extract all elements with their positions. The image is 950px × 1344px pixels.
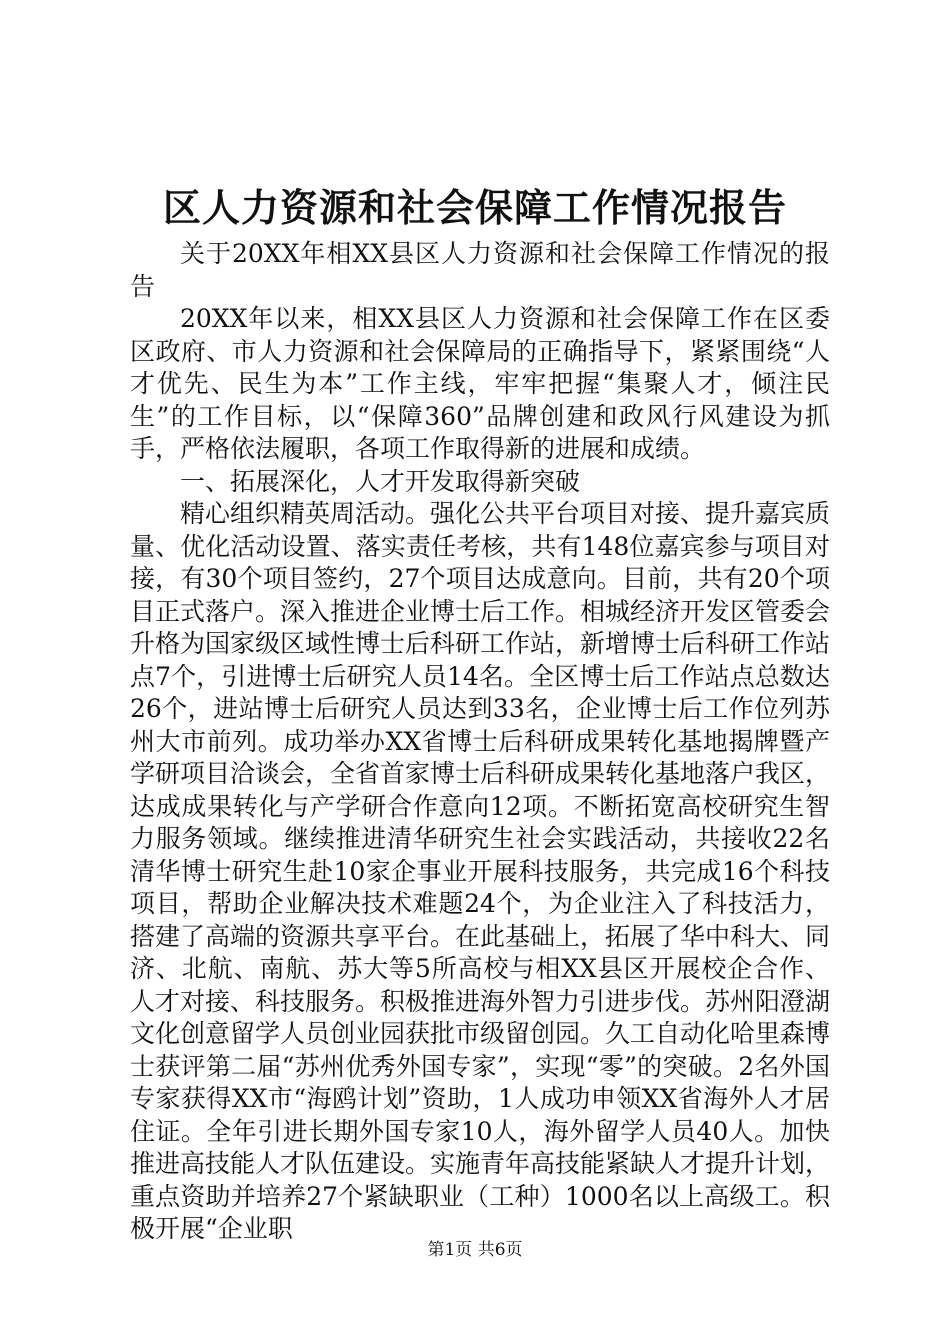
document-title: 区人力资源和社会保障工作情况报告 — [162, 185, 787, 230]
paragraph-intro: 20XX年以来，相XX县区人力资源和社会保障工作在区委区政府、市人力资源和社会保障局的正确指导下，紧紧围绕“人才优先、民生为本”工作主线，牢牢把握“集聚人才，倾注民生”的工作目标，以“保障360”品牌创建和政风行风建设为抓手，严格依法履职，各项工作取得新的进展和成绩。 — [130, 304, 830, 463]
paragraph-subtitle: 关于20XX年相XX县区人力资源和社会保障工作情况的报告 — [130, 239, 830, 301]
page-footer: 第1页 共6页 — [427, 1240, 523, 1260]
section-heading: 一、拓展深化，人才开发取得新突破 — [180, 466, 581, 496]
paragraph-section-1: 精心组织精英周活动。强化公共平台项目对接、提升嘉宾质量、优化活动设置、落实责任考核，共有148位嘉宾参与项目对接，有30个项目签约，27个项目达成意向。目前，共有20个项目正式落户。深入推进企业博士后工作。相城经济开发区管委会升格为国家级区域性博士后科研工作站，新增博士后科研工作站点7个，引进博士后研究人员14名。全区博士后工作站点总数达26个，进站博士后研究人员达到33名，企业博士后工作位列苏州大市前列。成功举办XX省博士后科研成果转化基地揭牌暨产学研项目洽谈会，全省首家博士后科研成果转化基地落户我区，达成成果转化与产学研合作意向12项。不断拓宽高校研究生智力服务领域。继续推进清华研究生社会实践活动，共接收22名清华博士研究生赴10家企事业开展科技服务，共完成16个科技项目，帮助企业解决技术难题24个，为企业注入了科技活力，搭建了高端的资源共享平台。在此基础上，拓展了华中科大、同济、北航、南航、苏大等5所高校与相XX县区开展校企合作、人才对接、科技服务。积极推进海外智力引进步伐。苏州阳澄湖文化创意留学人员创业园获批市级留创园。久工自动化哈里森博士获评第二届“苏州优秀外国专家”，实现“零”的突破。2名外国专家获得XX市“海鸥计划”资助，1人成功申领XX省海外人才居住证。全年引进长期外国专家10人，海外留学人员40人。加快推进高技能人才队伍建设。实施青年高技能紧缺人才提升计划，重点资助并培养27个紧缺职业（工种）1000名以上高级工。积极开展“企业职 — [130, 499, 831, 1243]
document-body — [130, 238, 830, 1246]
